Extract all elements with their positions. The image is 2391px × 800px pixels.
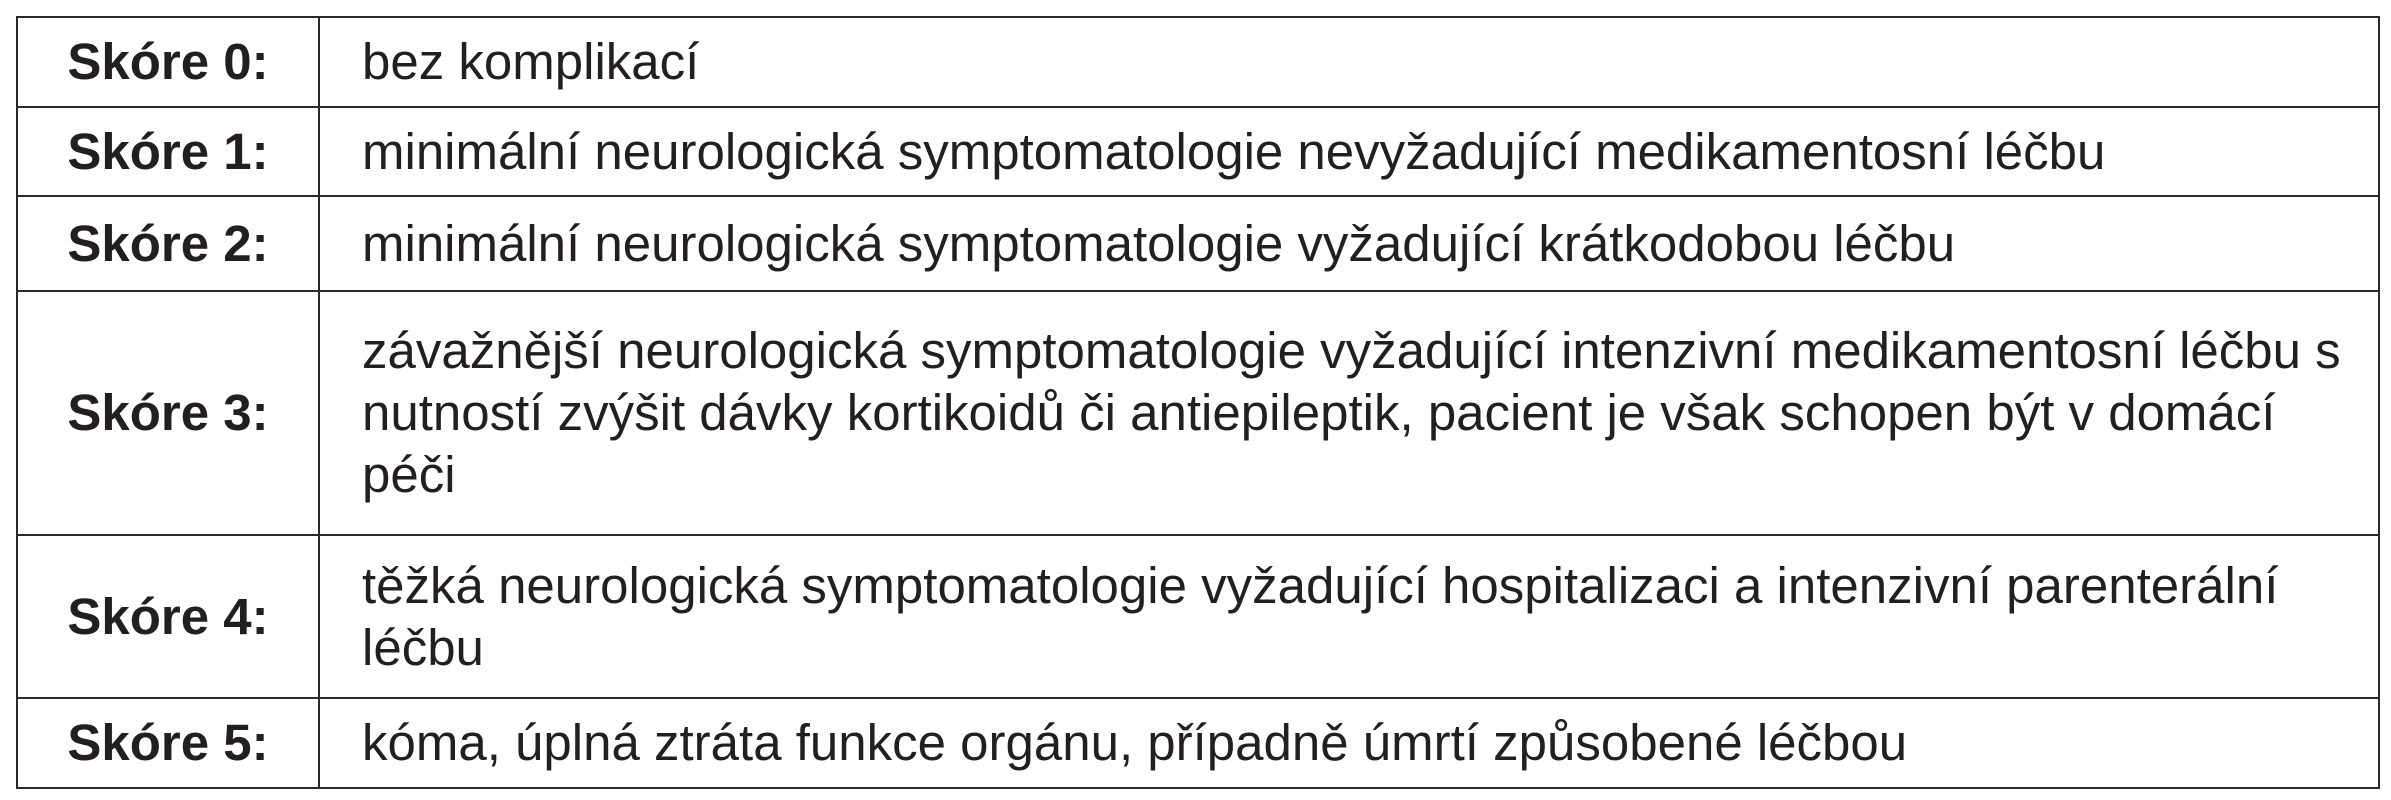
table-row [17, 17, 2379, 107]
score-description: minimální neurologická symptomatologie nevyžadující medikamentosní léčbu [319, 107, 2379, 196]
score-label: Skóre 4: [17, 535, 319, 698]
score-description: závažnější neurologická symptomatologie vyžadující intenzivní medikamentosní léčbu s nutností zvýšit dávky kortikoidů či antiepileptik, pacient je však schopen být v domácí péči [319, 291, 2379, 535]
table-row [17, 535, 2379, 698]
score-label: Skóre 1: [17, 107, 319, 196]
table-row [17, 196, 2379, 291]
score-label: Skóre 0: [17, 17, 319, 107]
score-label: Skóre 2: [17, 196, 319, 291]
table-row [17, 107, 2379, 196]
score-description: minimální neurologická symptomatologie vyžadující krátkodobou léčbu [319, 196, 2379, 291]
table-row [17, 698, 2379, 788]
score-label: Skóre 5: [17, 698, 319, 788]
score-description: těžká neurologická symptomatologie vyžadující hospitalizaci a intenzivní parenterální léčbu [319, 535, 2379, 698]
score-label: Skóre 3: [17, 291, 319, 535]
score-description: bez komplikací [319, 17, 2379, 107]
score-description: kóma, úplná ztráta funkce orgánu, případně úmrtí způsobené léčbou [319, 698, 2379, 788]
complication-score-table [16, 16, 2380, 789]
table-row [17, 291, 2379, 535]
